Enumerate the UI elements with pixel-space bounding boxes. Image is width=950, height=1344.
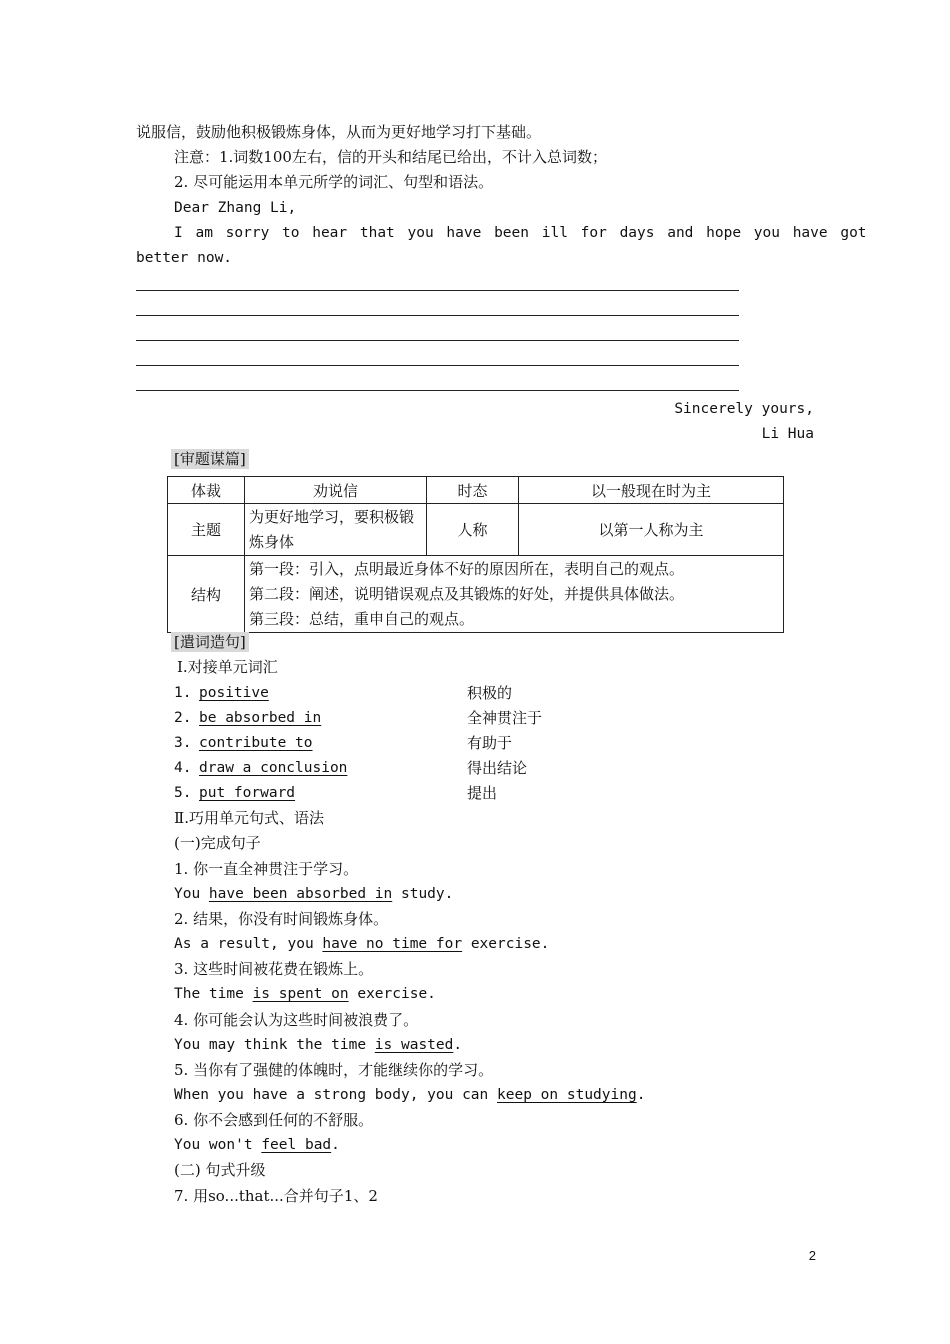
table-row: [168, 556, 784, 633]
table-key: 人称: [427, 504, 519, 556]
letter-greeting: Dear Zhang Li,: [174, 200, 297, 216]
sentence-prompt: 2. 结果，你没有时间锻炼身体。: [174, 910, 389, 928]
vocab-meaning: 积极的: [467, 684, 513, 702]
sentence-text: .: [636, 1087, 646, 1103]
sentence-text: .: [331, 1137, 340, 1153]
sentence-prompt: 6. 你不会感到任何的不舒服。: [174, 1111, 374, 1129]
sentence-answer: [174, 984, 436, 1004]
vocab-term: put forward: [199, 785, 296, 801]
letter-opening-1: I am sorry to hear that you have been ill for days and hope you have got: [174, 225, 867, 241]
vocab-term: contribute to: [199, 735, 313, 751]
complete-heading: (一)完成句子: [174, 834, 261, 852]
vocab-meaning: 得出结论: [467, 759, 528, 777]
sentence-text: exercise.: [462, 936, 550, 952]
structure-para-3: 第三段：总结，重申自己的观点。: [249, 609, 475, 628]
vocab-meaning: 全神贯注于: [467, 709, 543, 727]
vocab-term: draw a conclusion: [199, 760, 348, 776]
writing-line: [136, 340, 739, 341]
structure-para-1: 第一段：引入，点明最近身体不好的原因所在，表明自己的观点。: [249, 559, 685, 578]
table-key: 主题: [168, 504, 245, 556]
letter-opening-2: better now.: [136, 250, 233, 266]
answer-blank: keep on studying: [497, 1087, 637, 1103]
writing-line: [136, 290, 739, 291]
sentence-answer: [174, 1085, 645, 1105]
grammar-heading: Ⅱ.巧用单元句式、语法: [174, 809, 324, 827]
sentence-text: study.: [392, 886, 454, 902]
vocab-num: 5.: [174, 785, 192, 801]
note-line-2: 2. 尽可能运用本单元所学的词汇、句型和语法。: [174, 173, 494, 191]
sentence-answer: [174, 1135, 340, 1155]
sentence-text: You won't: [174, 1137, 262, 1153]
vocab-num: 1.: [174, 685, 192, 701]
sentence-prompt: 3. 这些时间被花费在锻炼上。: [174, 960, 374, 978]
writing-line: [136, 315, 739, 316]
table-value: 劝说信: [245, 477, 427, 504]
table-value: 以第一人称为主: [519, 504, 784, 556]
wording-tag: [遣词造句]: [171, 632, 249, 652]
sentence-text: When you have a strong body, you can: [174, 1087, 498, 1103]
vocab-num: 2.: [174, 710, 192, 726]
structure-para-2: 第二段：阐述，说明错误观点及其锻炼的好处，并提供具体做法。: [249, 584, 685, 603]
sentence-prompt: 5. 当你有了强健的体魄时，才能继续你的学习。: [174, 1061, 494, 1079]
vocab-heading: Ⅰ.对接单元词汇: [177, 658, 278, 676]
sentence-answer: [174, 1035, 462, 1055]
answer-blank: have no time for: [322, 936, 463, 952]
note-line-1: 注意：1.词数100左右，信的开头和结尾已给出，不计入总词数；: [174, 148, 607, 166]
vocab-term: be absorbed in: [199, 710, 322, 726]
answer-blank: is wasted: [374, 1037, 454, 1053]
sentence-prompt: 1. 你一直全神贯注于学习。: [174, 860, 359, 878]
table-row: [168, 504, 784, 556]
sentence-text: The time: [174, 986, 253, 1002]
table-key: 体裁: [168, 477, 245, 504]
vocab-num: 4.: [174, 760, 192, 776]
sentence-prompt: 4. 你可能会认为这些时间被浪费了。: [174, 1011, 419, 1029]
answer-blank: is spent on: [252, 986, 349, 1002]
writing-line: [136, 390, 739, 391]
answer-blank: feel bad: [261, 1137, 332, 1153]
vocab-num: 3.: [174, 735, 192, 751]
structure-cell: [245, 556, 784, 633]
table-value: 以一般现在时为主: [519, 477, 784, 504]
table-value: 为更好地学习，要积极锻炼身体: [245, 504, 427, 556]
vocab-term: positive: [199, 685, 269, 701]
writing-line: [136, 365, 739, 366]
answer-blank: have been absorbed in: [208, 886, 393, 902]
table-row: [168, 477, 784, 504]
sentence-answer: [174, 884, 453, 904]
sentence-text: .: [453, 1037, 463, 1053]
page-number: 2: [808, 1248, 816, 1263]
letter-closing: Sincerely yours,: [674, 401, 814, 417]
sentence-answer: [174, 934, 549, 954]
letter-signature: Li Hua: [761, 426, 814, 442]
analysis-table: [167, 476, 784, 633]
sentence-text: You may think the time: [174, 1037, 375, 1053]
intro-line: 说服信，鼓励他积极锻炼身体，从而为更好地学习打下基础。: [136, 123, 542, 141]
sentence-text: As a result, you: [174, 936, 323, 952]
analysis-tag: [审题谋篇]: [171, 449, 249, 469]
vocab-meaning: 提出: [467, 784, 498, 802]
sentence-text: exercise.: [348, 986, 436, 1002]
table-key: 结构: [168, 556, 245, 633]
vocab-meaning: 有助于: [467, 734, 513, 752]
upgrade-heading: (二) 句式升级: [174, 1161, 266, 1179]
sentence-text: You: [174, 886, 209, 902]
sentence-prompt: 7. 用so...that...合并句子1、2: [174, 1187, 378, 1205]
table-key: 时态: [427, 477, 519, 504]
